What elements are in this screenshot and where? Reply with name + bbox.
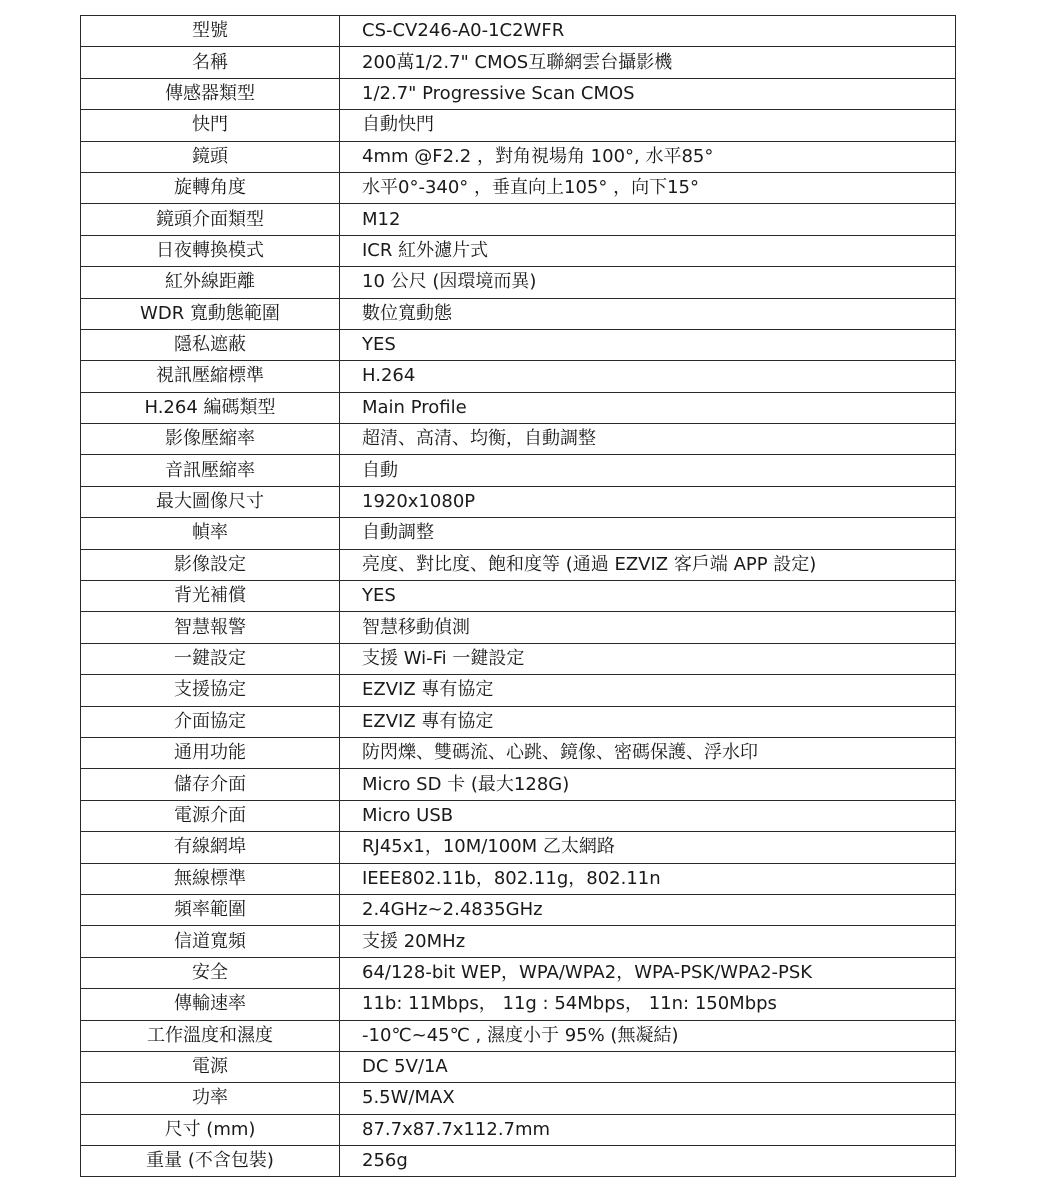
- spec-value: 200萬1/2.7" CMOS互聯網雲台攝影機: [340, 47, 956, 78]
- spec-row: [81, 455, 956, 486]
- spec-label: 儲存介面: [81, 769, 340, 800]
- spec-label: 重量 (不含包裝): [81, 1146, 340, 1177]
- spec-row: [81, 298, 956, 329]
- spec-row: [81, 329, 956, 360]
- spec-value: -10℃~45℃ , 濕度小于 95% (無凝結): [340, 1020, 956, 1051]
- spec-row: [81, 957, 956, 988]
- spec-row: [81, 1114, 956, 1145]
- spec-value: 256g: [340, 1146, 956, 1177]
- spec-value: Main Profile: [340, 392, 956, 423]
- spec-label: 介面協定: [81, 706, 340, 737]
- spec-value: 防閃爍、雙碼流、心跳、鏡像、密碼保護、浮水印: [340, 737, 956, 768]
- spec-label: 傳輸速率: [81, 989, 340, 1020]
- spec-value: 超清、高清、均衡，自動調整: [340, 424, 956, 455]
- spec-row: [81, 612, 956, 643]
- spec-label: 有線網埠: [81, 832, 340, 863]
- spec-label: 頻率範圍: [81, 894, 340, 925]
- spec-value: 10 公尺 (因環境而異): [340, 267, 956, 298]
- spec-row: [81, 392, 956, 423]
- spec-row: [81, 424, 956, 455]
- spec-value: EZVIZ 專有協定: [340, 706, 956, 737]
- spec-value: YES: [340, 329, 956, 360]
- spec-row: [81, 989, 956, 1020]
- spec-value: 支援 Wi-Fi 一鍵設定: [340, 643, 956, 674]
- spec-table: [80, 15, 956, 1177]
- spec-label: 型號: [81, 16, 340, 47]
- spec-row: [81, 172, 956, 203]
- spec-label: H.264 編碼類型: [81, 392, 340, 423]
- spec-label: 幀率: [81, 518, 340, 549]
- spec-value: Micro SD 卡 (最大128G): [340, 769, 956, 800]
- spec-label: 電源: [81, 1051, 340, 1082]
- spec-value: 支援 20MHz: [340, 926, 956, 957]
- spec-row: [81, 486, 956, 517]
- spec-value: CS-CV246-A0-1C2WFR: [340, 16, 956, 47]
- spec-row: [81, 863, 956, 894]
- spec-label: 安全: [81, 957, 340, 988]
- spec-value: 1920x1080P: [340, 486, 956, 517]
- spec-label: 影像壓縮率: [81, 424, 340, 455]
- spec-row: [81, 581, 956, 612]
- spec-value: 87.7x87.7x112.7mm: [340, 1114, 956, 1145]
- spec-row: [81, 926, 956, 957]
- spec-label: 無線標準: [81, 863, 340, 894]
- spec-value: M12: [340, 204, 956, 235]
- spec-row: [81, 675, 956, 706]
- spec-label: 智慧報警: [81, 612, 340, 643]
- spec-value: 1/2.7" Progressive Scan CMOS: [340, 78, 956, 109]
- spec-row: [81, 549, 956, 580]
- spec-row: [81, 800, 956, 831]
- spec-label: 日夜轉換模式: [81, 235, 340, 266]
- spec-value: 自動調整: [340, 518, 956, 549]
- spec-row: [81, 1083, 956, 1114]
- spec-label: WDR 寬動態範圍: [81, 298, 340, 329]
- spec-label: 通用功能: [81, 737, 340, 768]
- spec-label: 快門: [81, 110, 340, 141]
- spec-row: [81, 518, 956, 549]
- spec-row: [81, 769, 956, 800]
- spec-value: 11b: 11Mbps， 11g : 54Mbps， 11n: 150Mbps: [340, 989, 956, 1020]
- spec-value: IEEE802.11b，802.11g，802.11n: [340, 863, 956, 894]
- spec-row: [81, 78, 956, 109]
- spec-value: 5.5W/MAX: [340, 1083, 956, 1114]
- spec-value: EZVIZ 專有協定: [340, 675, 956, 706]
- spec-label: 隱私遮蔽: [81, 329, 340, 360]
- spec-row: [81, 894, 956, 925]
- spec-label: 紅外線距離: [81, 267, 340, 298]
- spec-row: [81, 16, 956, 47]
- spec-label: 影像設定: [81, 549, 340, 580]
- spec-value: H.264: [340, 361, 956, 392]
- spec-value: YES: [340, 581, 956, 612]
- spec-row: [81, 1146, 956, 1177]
- spec-row: [81, 141, 956, 172]
- spec-row: [81, 643, 956, 674]
- spec-row: [81, 1020, 956, 1051]
- spec-label: 最大圖像尺寸: [81, 486, 340, 517]
- spec-value: 4mm @F2.2 ，對角視場角 100°, 水平85°: [340, 141, 956, 172]
- spec-row: [81, 267, 956, 298]
- spec-label: 工作溫度和濕度: [81, 1020, 340, 1051]
- spec-value: ICR 紅外濾片式: [340, 235, 956, 266]
- spec-label: 鏡頭: [81, 141, 340, 172]
- spec-label: 鏡頭介面類型: [81, 204, 340, 235]
- spec-label: 信道寬頻: [81, 926, 340, 957]
- spec-value: 64/128-bit WEP，WPA/WPA2，WPA-PSK/WPA2-PSK: [340, 957, 956, 988]
- spec-label: 背光補償: [81, 581, 340, 612]
- spec-value: 2.4GHz~2.4835GHz: [340, 894, 956, 925]
- spec-row: [81, 1051, 956, 1082]
- spec-row: [81, 832, 956, 863]
- spec-value: 數位寬動態: [340, 298, 956, 329]
- spec-label: 電源介面: [81, 800, 340, 831]
- spec-value: DC 5V/1A: [340, 1051, 956, 1082]
- spec-row: [81, 235, 956, 266]
- spec-value: 亮度、對比度、飽和度等 (通過 EZVIZ 客戶端 APP 設定): [340, 549, 956, 580]
- spec-value: 自動: [340, 455, 956, 486]
- spec-value: RJ45x1，10M/100M 乙太網路: [340, 832, 956, 863]
- spec-label: 名稱: [81, 47, 340, 78]
- spec-row: [81, 47, 956, 78]
- spec-table-body: [81, 16, 956, 1177]
- spec-row: [81, 361, 956, 392]
- spec-value: Micro USB: [340, 800, 956, 831]
- spec-label: 音訊壓縮率: [81, 455, 340, 486]
- spec-row: [81, 706, 956, 737]
- spec-row: [81, 110, 956, 141]
- spec-label: 尺寸 (mm): [81, 1114, 340, 1145]
- spec-label: 一鍵設定: [81, 643, 340, 674]
- spec-label: 支援協定: [81, 675, 340, 706]
- spec-row: [81, 204, 956, 235]
- spec-label: 視訊壓縮標準: [81, 361, 340, 392]
- spec-label: 傳感器類型: [81, 78, 340, 109]
- spec-row: [81, 737, 956, 768]
- spec-label: 功率: [81, 1083, 340, 1114]
- spec-label: 旋轉角度: [81, 172, 340, 203]
- spec-value: 水平0°-340° ，垂直向上105° ，向下15°: [340, 172, 956, 203]
- spec-value: 自動快門: [340, 110, 956, 141]
- spec-value: 智慧移動偵測: [340, 612, 956, 643]
